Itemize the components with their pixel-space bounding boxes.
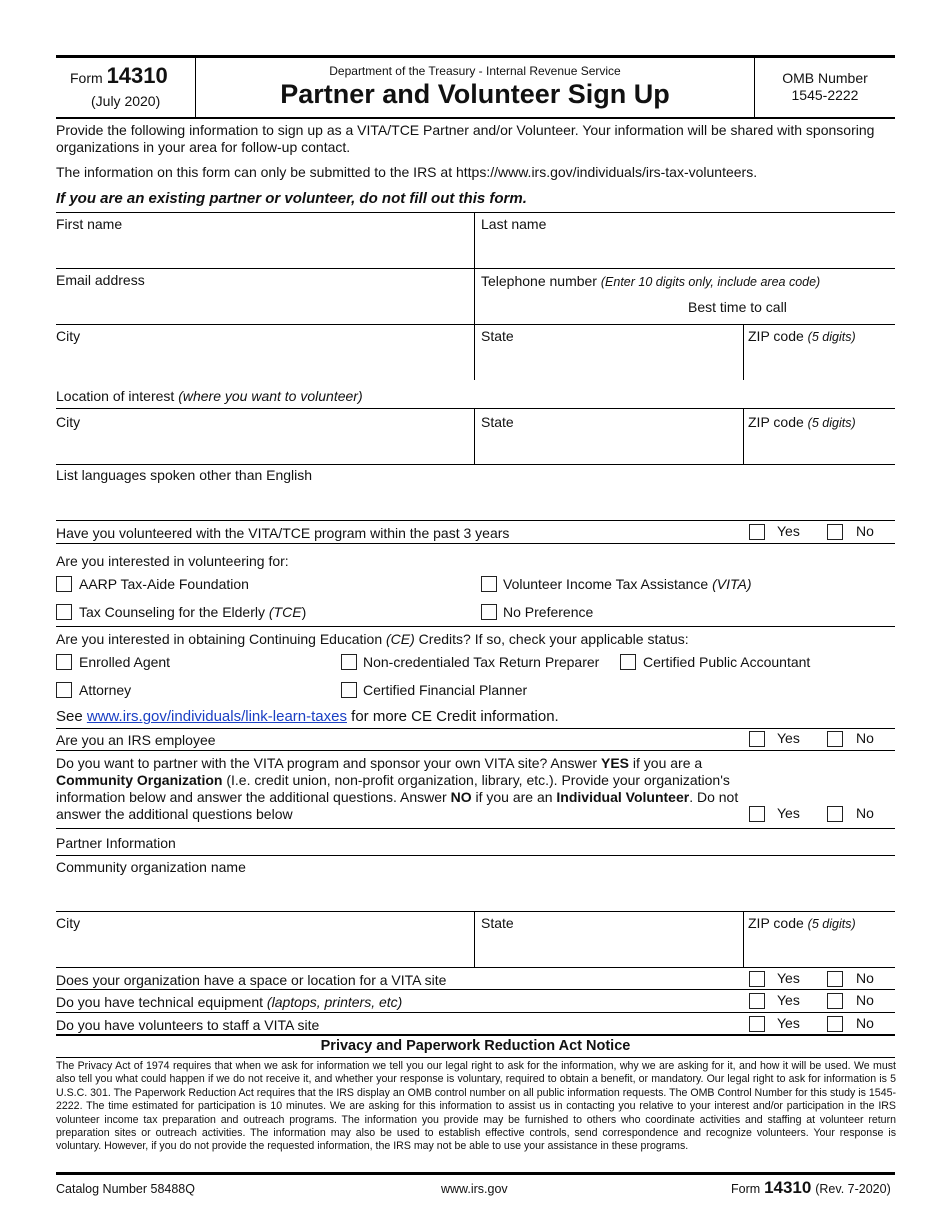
ce-question <box>56 631 689 647</box>
tce-label-text: Tax Counseling for the Elderly <box>79 604 265 620</box>
org-name-label: Community organization name <box>56 859 246 875</box>
omb-label: OMB Number <box>782 70 868 86</box>
interest-question: Are you interested in volunteering for: <box>56 553 289 569</box>
yes-label: Yes <box>777 992 800 1008</box>
space-no-checkbox[interactable] <box>827 971 843 987</box>
ce-link-line <box>56 708 559 725</box>
form-word: Form <box>70 70 103 86</box>
partner-question-line-4: answer the additional questions below <box>56 806 293 822</box>
partner-q-l1c: if you are a <box>632 755 703 771</box>
last-name-field[interactable] <box>481 236 891 264</box>
zip-field[interactable] <box>748 348 890 376</box>
form-number-block <box>70 63 190 89</box>
irs-employee-no-checkbox[interactable] <box>827 731 843 747</box>
yes-label: Yes <box>777 730 800 746</box>
column-divider <box>474 408 475 464</box>
see-after-text: for more CE Credit information. <box>351 708 559 725</box>
link-learn-taxes-link[interactable]: www.irs.gov/individuals/link-learn-taxes <box>86 708 347 725</box>
footer-form-number: 14310 <box>764 1178 812 1197</box>
partner-state-field[interactable] <box>481 935 736 963</box>
partner-q-l2a: Community Organization <box>56 772 223 788</box>
rule <box>56 750 895 751</box>
form-title: Partner and Volunteer Sign Up <box>280 79 670 109</box>
location-of-interest-label <box>56 388 363 404</box>
partner-state-label: State <box>481 915 514 931</box>
rule <box>56 1012 895 1013</box>
partner-q-l3a: information below and answer the additional questions. Answer <box>56 789 447 805</box>
partner-question-line-2 <box>56 772 730 788</box>
footer-form-id <box>731 1178 891 1198</box>
telephone-label <box>481 273 820 289</box>
submission-note: The information on this form can only be submitted to the IRS at https://www.irs.gov/individuals/irs-tax-volunteers. <box>56 164 758 180</box>
see-text: See <box>56 708 83 725</box>
city-label: City <box>56 328 81 344</box>
location-city-label: City <box>56 414 81 430</box>
existing-partner-warning: If you are an existing partner or volunteer, do not fill out this form. <box>56 190 527 207</box>
equipment-no-checkbox[interactable] <box>827 993 843 1009</box>
tce-checkbox[interactable] <box>56 604 72 620</box>
no-label: No <box>856 523 874 539</box>
partner-q-l1b: YES <box>600 755 629 771</box>
enrolled-agent-label: Enrolled Agent <box>79 654 171 670</box>
staff-yes-checkbox[interactable] <box>749 1016 765 1032</box>
vita-label-text: Volunteer Income Tax Assistance <box>503 576 709 592</box>
equipment-question-text: Do you have technical equipment <box>56 994 264 1010</box>
partner-info-heading: Partner Information <box>56 835 176 851</box>
header-bottom-rule <box>56 117 895 119</box>
no-label: No <box>856 992 874 1008</box>
irs-employee-yes-checkbox[interactable] <box>749 731 765 747</box>
zip-label-text: ZIP code <box>748 328 804 344</box>
non-credentialed-label: Non-credentialed Tax Return Preparer <box>363 654 600 670</box>
zip-label <box>748 328 856 344</box>
rule <box>56 408 895 409</box>
aarp-label: AARP Tax-Aide Foundation <box>79 576 249 592</box>
column-divider <box>743 324 744 380</box>
rule <box>56 212 895 213</box>
column-divider <box>743 408 744 464</box>
column-divider <box>474 911 475 967</box>
footer-rev: (Rev. 7-2020) <box>815 1182 891 1196</box>
rule <box>56 1034 895 1036</box>
vita-label <box>503 576 752 592</box>
rule <box>56 911 895 912</box>
equipment-hint: (laptops, printers, etc) <box>266 994 403 1010</box>
no-preference-label: No Preference <box>503 604 594 620</box>
no-label: No <box>856 970 874 986</box>
yes-label: Yes <box>777 523 800 539</box>
intro-paragraph: Provide the following information to sign up as a VITA/TCE Partner and/or Volunteer. Your information will be shared with sponsoring organizations in your area for follow-up contact. <box>56 122 875 155</box>
catalog-number: Catalog Number 58488Q <box>56 1182 195 1196</box>
location-zip-label-text: ZIP code <box>748 414 804 430</box>
volunteered-yes-checkbox[interactable] <box>749 524 765 540</box>
no-label: No <box>856 730 874 746</box>
aarp-checkbox[interactable] <box>56 576 72 592</box>
volunteered-no-checkbox[interactable] <box>827 524 843 540</box>
rule <box>56 543 895 544</box>
no-preference-checkbox[interactable] <box>481 604 497 620</box>
header-top-rule <box>56 55 895 58</box>
rule <box>56 828 895 829</box>
cfp-checkbox[interactable] <box>341 682 357 698</box>
partner-no-checkbox[interactable] <box>827 806 843 822</box>
privacy-heading: Privacy and Paperwork Reduction Act Notice <box>320 1038 631 1054</box>
state-field[interactable] <box>481 348 736 376</box>
rule <box>56 1057 895 1058</box>
agency-name: Department of the Treasury - Internal Revenue Service <box>329 64 621 78</box>
equipment-yes-checkbox[interactable] <box>749 993 765 1009</box>
partner-q-l3e: . Do not <box>689 789 739 805</box>
partner-zip-label-text: ZIP code <box>748 915 804 931</box>
location-zip-label <box>748 414 856 430</box>
partner-question-line-1 <box>56 755 702 771</box>
rule <box>56 855 895 856</box>
rule <box>56 520 895 521</box>
email-field[interactable] <box>58 292 468 320</box>
partner-q-l2b: (I.e. credit union, non-profit organization, library, etc.). Provide your organization's <box>226 772 730 788</box>
yes-label: Yes <box>777 970 800 986</box>
rule <box>56 626 895 627</box>
vita-checkbox[interactable] <box>481 576 497 592</box>
partner-q-l3d: Individual Volunteer <box>556 789 690 805</box>
partner-q-l1a: Do you want to partner with the VITA program and sponsor your own VITA site? Answer <box>56 755 598 771</box>
location-city-field[interactable] <box>58 433 468 461</box>
location-state-label: State <box>481 414 514 430</box>
zip-hint: (5 digits) <box>807 330 856 344</box>
languages-field[interactable] <box>58 488 890 516</box>
rule <box>56 464 895 465</box>
attorney-label: Attorney <box>79 682 132 698</box>
telephone-label-text: Telephone number <box>481 273 597 289</box>
rule <box>56 268 895 269</box>
irs-employee-question: Are you an IRS employee <box>56 732 216 748</box>
partner-zip-hint: (5 digits) <box>807 917 856 931</box>
volunteered-question: Have you volunteered with the VITA/TCE program within the past 3 years <box>56 525 510 541</box>
telephone-hint: (Enter 10 digits only, include area code) <box>600 275 821 289</box>
tce-close: ) <box>301 604 307 620</box>
telephone-field[interactable] <box>481 296 681 318</box>
equipment-question <box>56 994 402 1010</box>
location-hint: (where you want to volunteer) <box>178 388 363 404</box>
attorney-checkbox[interactable] <box>56 682 72 698</box>
form-number: 14310 <box>106 63 168 88</box>
rule <box>56 967 895 968</box>
yes-label: Yes <box>777 805 800 821</box>
org-name-field[interactable] <box>58 879 890 907</box>
ce-question-a: Are you interested in obtaining Continuing Education <box>56 631 383 647</box>
languages-label: List languages spoken other than English <box>56 467 313 483</box>
partner-q-l3b: NO <box>450 789 472 805</box>
rule <box>56 324 895 325</box>
partner-q-l3c: if you are an <box>475 789 553 805</box>
no-label: No <box>856 1015 874 1031</box>
footer-rule <box>56 1172 895 1175</box>
footer-form-word: Form <box>731 1182 761 1196</box>
partner-yes-checkbox[interactable] <box>749 806 765 822</box>
partner-city-field[interactable] <box>58 935 468 963</box>
partner-zip-field[interactable] <box>748 935 890 963</box>
cfp-label: Certified Financial Planner <box>363 682 528 698</box>
space-yes-checkbox[interactable] <box>749 971 765 987</box>
partner-city-label: City <box>56 915 81 931</box>
tce-label <box>79 604 306 620</box>
location-label-text: Location of interest <box>56 388 175 404</box>
no-label: No <box>856 805 874 821</box>
non-credentialed-checkbox[interactable] <box>341 654 357 670</box>
rule <box>56 728 895 729</box>
state-label: State <box>481 328 514 344</box>
enrolled-agent-checkbox[interactable] <box>56 654 72 670</box>
yes-label: Yes <box>777 1015 800 1031</box>
location-zip-hint: (5 digits) <box>807 416 856 430</box>
column-divider <box>474 212 475 380</box>
privacy-notice-text: The Privacy Act of 1974 requires that when we ask for information we tell you our legal right to ask for the information, why we are asking for it, and how it will be used. We must also tell you what could happen if we do not receive it, and whether your response is voluntary, required to obtain a benefit, or mandatory. Our legal right to ask for information is 5 U.S.C. 301. The Paperwork Reduction Act requires that the IRS display an OMB control number on all public information requests. The OMB Control Number for this study is 1545-2222. The time estimated for participation is 10 minutes. We are asking for this information to assist us in contacting you relative to your interest and/or participation in the IRS volunteer income tax preparation and outreach programs. The information you provide may be furnished to others who coordinate activities and staffing at volunteer return preparation sites or outreach activities. The information may also be used to establish effective controls, send correspondence and recognize volunteers. Your response is voluntary. However, if you do not provide the requested information, the IRS may not be able to use your assistance in these programs. <box>56 1060 896 1153</box>
first-name-label: First name <box>56 216 123 232</box>
partner-zip-label <box>748 915 856 931</box>
ce-question-b: (CE) <box>386 631 415 647</box>
location-state-field[interactable] <box>481 433 736 461</box>
last-name-label: Last name <box>481 216 547 232</box>
ce-question-c: Credits? If so, check your applicable status: <box>418 631 689 647</box>
omb-number: 1545-2222 <box>791 87 859 103</box>
vita-abbr: (VITA) <box>712 576 752 592</box>
best-time-label: Best time to call <box>688 299 787 315</box>
city-field[interactable] <box>58 348 468 376</box>
space-question: Does your organization have a space or location for a VITA site <box>56 972 447 988</box>
location-zip-field[interactable] <box>748 433 890 461</box>
column-divider <box>743 911 744 967</box>
cpa-checkbox[interactable] <box>620 654 636 670</box>
staff-question: Do you have volunteers to staff a VITA site <box>56 1017 320 1033</box>
email-label: Email address <box>56 272 145 288</box>
staff-no-checkbox[interactable] <box>827 1016 843 1032</box>
rule <box>56 989 895 990</box>
cpa-label: Certified Public Accountant <box>643 654 811 670</box>
partner-question-line-3 <box>56 789 738 805</box>
form-date: (July 2020) <box>91 93 161 109</box>
first-name-field[interactable] <box>58 236 468 264</box>
tce-abbr: (TCE <box>268 604 302 620</box>
footer-website: www.irs.gov <box>441 1182 508 1196</box>
